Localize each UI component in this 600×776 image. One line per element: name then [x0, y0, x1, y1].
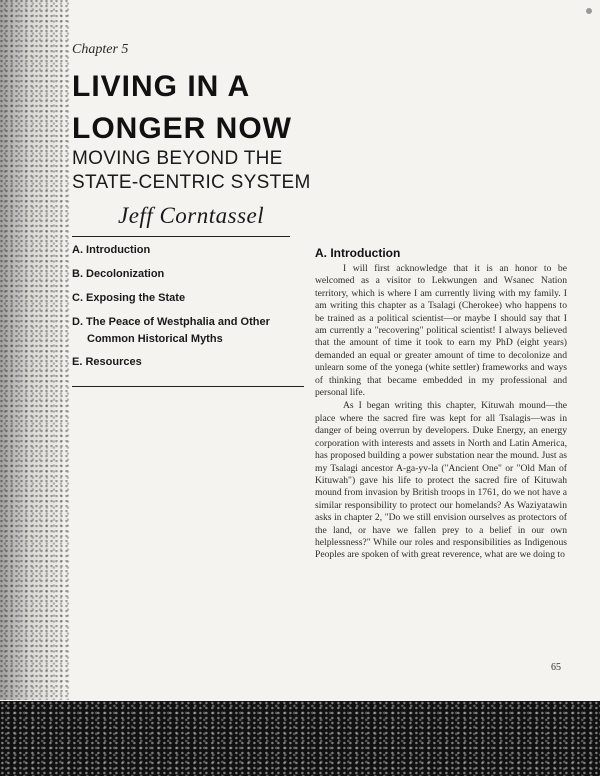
scan-shadow-bottom — [0, 701, 600, 776]
toc-item-decolonization: B. Decolonization — [72, 268, 165, 280]
toc-item-peace-of-westphalia: D. The Peace of Westphalia and Other — [72, 316, 270, 328]
chapter-subtitle-line-1: MOVING BEYOND THE — [72, 148, 283, 169]
paragraph: As I began writing this chapter, Kituwah mound—the place where the sacred fire was kept for all Tsalagis—was in danger of being overrun by developers. Duke Energy, an energy corporation with interests and assets in North and Latin America, has proposed building a power substation near the mound. Just as my Tsalagi ancestor A-ga-yv-la ("Ancient One" or "Old Man of Kituwah") gave his life to protect the sacred fire of Kituwah mound from invasion by British troops in 1761, do we not have a similar responsibility to protect our homelands? As Waziyatawin asks in chapter 2, "Do we still envision ourselves as protectors of the land, or have we fallen prey to a belief in our own helplessness?" While our roles and responsibilities as Indigenous Peoples are spoken of with great reverence, what are we doing to — [315, 400, 567, 561]
toc-item-exposing-the-state: C. Exposing the State — [72, 292, 186, 304]
author-name: Jeff Corntassel — [118, 203, 265, 228]
scan-shadow-left — [0, 0, 70, 700]
page-number: 65 — [551, 662, 561, 673]
toc-item-introduction: A. Introduction — [72, 244, 151, 256]
scan-dot — [586, 8, 592, 14]
body-text — [315, 263, 567, 562]
chapter-title-line-2: LONGER NOW — [72, 112, 292, 145]
chapter-subtitle-line-2: STATE-CENTRIC SYSTEM — [72, 172, 311, 193]
chapter-label: Chapter 5 — [72, 42, 129, 57]
author-divider — [72, 236, 290, 237]
section-heading: A. Introduction — [315, 246, 401, 260]
toc-item-peace-of-westphalia-cont: Common Historical Myths — [87, 333, 223, 345]
paragraph: I will first acknowledge that it is an honor to be welcomed as a visitor to Lekwungen and Wsanec Nation territory, which is where I am currently living with my family. I am writing this chapter as a Tsalagi (Cherokee) who happens to be trained as a political scientist—or maybe I should say that I am currently a "recovering" political scientist! I always believed that the amount of time it took to earn my PhD (eight years) demanded an equal or greater amount of time to decolonize and unlearn some of the yonega (white settler) frameworks and ways of thinking that became embedded in my professional and personal life. — [315, 263, 567, 399]
toc-item-resources: E. Resources — [72, 356, 142, 368]
toc-divider — [72, 386, 304, 387]
chapter-title-line-1: LIVING IN A — [72, 70, 251, 103]
